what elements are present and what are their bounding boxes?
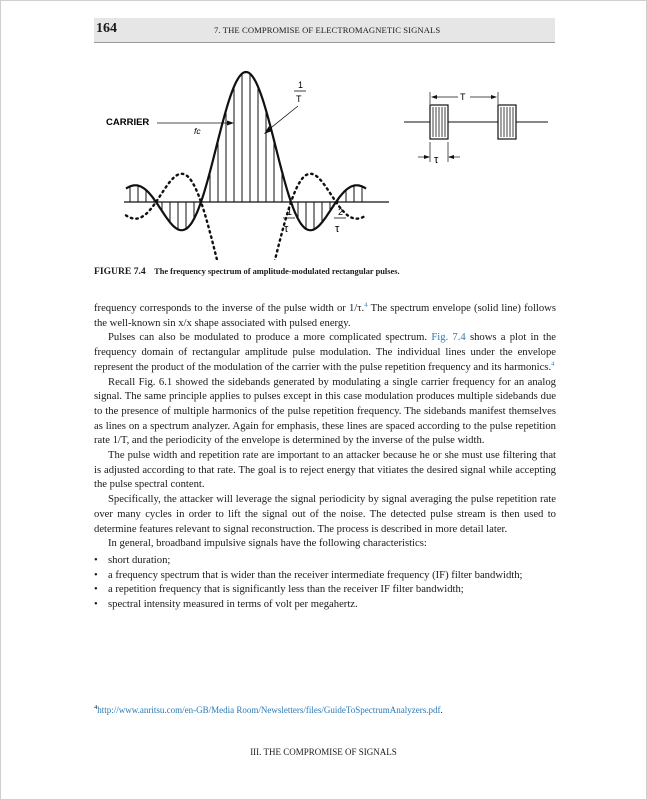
caption-label: FIGURE 7.4 xyxy=(94,266,146,277)
list-item: • a repetition frequency that is significantly less than the receiver IF filter bandwidth; xyxy=(94,583,556,598)
tick1-denominator: τ xyxy=(284,223,289,235)
paragraph-2: Pulses can also be modulated to produce a more complicated spectrum. Fig. 7.4 shows a plot in the frequency domain of rectangular amplitude pulse modulation. The individual lines under the envelope represent the product of the modulation of the carrier with the pulse repetition frequency and its harmonics.$^4$ xyxy=(94,332,556,373)
footnote xyxy=(94,705,564,715)
paragraph-5: Specifically, the attacker will leverage the signal periodicity by signal averaging the pulse repetition rate over many cycles in order to lift the signal out of the noise. The detected pulse stream is then used to determine features relevant to signal reconstruction. The process is described in more detail later. xyxy=(94,494,556,535)
figure-7-4 xyxy=(94,60,564,265)
spectral-lines xyxy=(130,74,362,230)
width-arrowhead-left xyxy=(424,155,430,159)
width-arrowhead-right xyxy=(448,155,454,159)
inv-T-numerator: 1 xyxy=(298,80,304,90)
period-label: T xyxy=(460,92,466,102)
characteristics-list xyxy=(94,554,556,613)
list-item: • spectral intensity measured in terms of volt per megahertz. xyxy=(94,598,556,613)
running-foot: III. THE COMPROMISE OF SIGNALS xyxy=(250,747,397,757)
paragraph-6: In general, broadband impulsive signals have the following characteristics: xyxy=(108,538,427,550)
tick1-numerator: 1 xyxy=(287,207,293,217)
list-item: • a frequency spectrum that is wider than the receiver intermediate frequency (IF) filter bandwidth; xyxy=(94,569,556,584)
width-label: τ xyxy=(434,154,439,166)
carrier-label: CARRIER xyxy=(106,117,150,128)
tick2-numerator: 2 xyxy=(338,207,344,217)
footnote-marker: 4 xyxy=(94,704,98,711)
carrier-arrowhead xyxy=(227,121,234,126)
footnote-end: . xyxy=(440,705,443,715)
body-text xyxy=(94,302,556,613)
figure-caption xyxy=(94,266,564,277)
page-number: 164 xyxy=(96,21,117,36)
tick2-denominator: τ xyxy=(335,223,340,235)
spectrum-diagram xyxy=(94,60,564,260)
figure-link[interactable]: Fig. 7.4 xyxy=(431,332,466,344)
list-item: • short duration; xyxy=(94,554,556,569)
inv-T-denominator: T xyxy=(296,94,302,104)
running-head xyxy=(94,18,555,43)
spectrum-envelope-dotted xyxy=(126,174,366,260)
inv-T-pointer xyxy=(267,106,298,131)
paragraph-3: Recall Fig. 6.1 showed the sidebands generated by modulating a single carrier frequency for an analog signal. The same principle applies to pulses except in this case modulation produces multiple sidebands due to the presence of multiple harmonics of the pulse repetition frequency. The sidebands manifest themselves as lines on a spectrum analyzer. Again for emphasis, these lines are spaced according to the pulse repetition rate 1/T, and the periodicity of the envelope is determined by the inverse of the pulse width. xyxy=(94,376,556,447)
period-arrowhead-right xyxy=(491,95,497,99)
footnote-ref[interactable]: 4 xyxy=(364,301,368,309)
period-arrowhead-left xyxy=(431,95,437,99)
footnote-url[interactable]: http://www.anritsu.com/en-GB/Media Room/Newsletters/files/GuideToSpectrumAnalyzers.pdf xyxy=(97,705,441,715)
footnote-ref[interactable]: 4 xyxy=(551,360,555,368)
chapter-title: 7. THE COMPROMISE OF ELECTROMAGNETIC SIGNALS xyxy=(214,25,441,35)
carrier-freq-label: fc xyxy=(194,126,201,136)
paragraph-4: The pulse width and repetition rate are important to an attacker because he or she must use filtering that is adjusted according to that rate. The goal is to reject energy that vitiates the desired signal while accepting the pulse spectral content. xyxy=(94,450,556,491)
paragraph-1: frequency corresponds to the inverse of the pulse width or 1/τ.$^4$ The spectrum envelope (solid line) follows the well-known sin x/x shape associated with pulsed energy. xyxy=(94,301,556,329)
caption-text: The frequency spectrum of amplitude-modulated rectangular pulses. xyxy=(154,267,400,276)
